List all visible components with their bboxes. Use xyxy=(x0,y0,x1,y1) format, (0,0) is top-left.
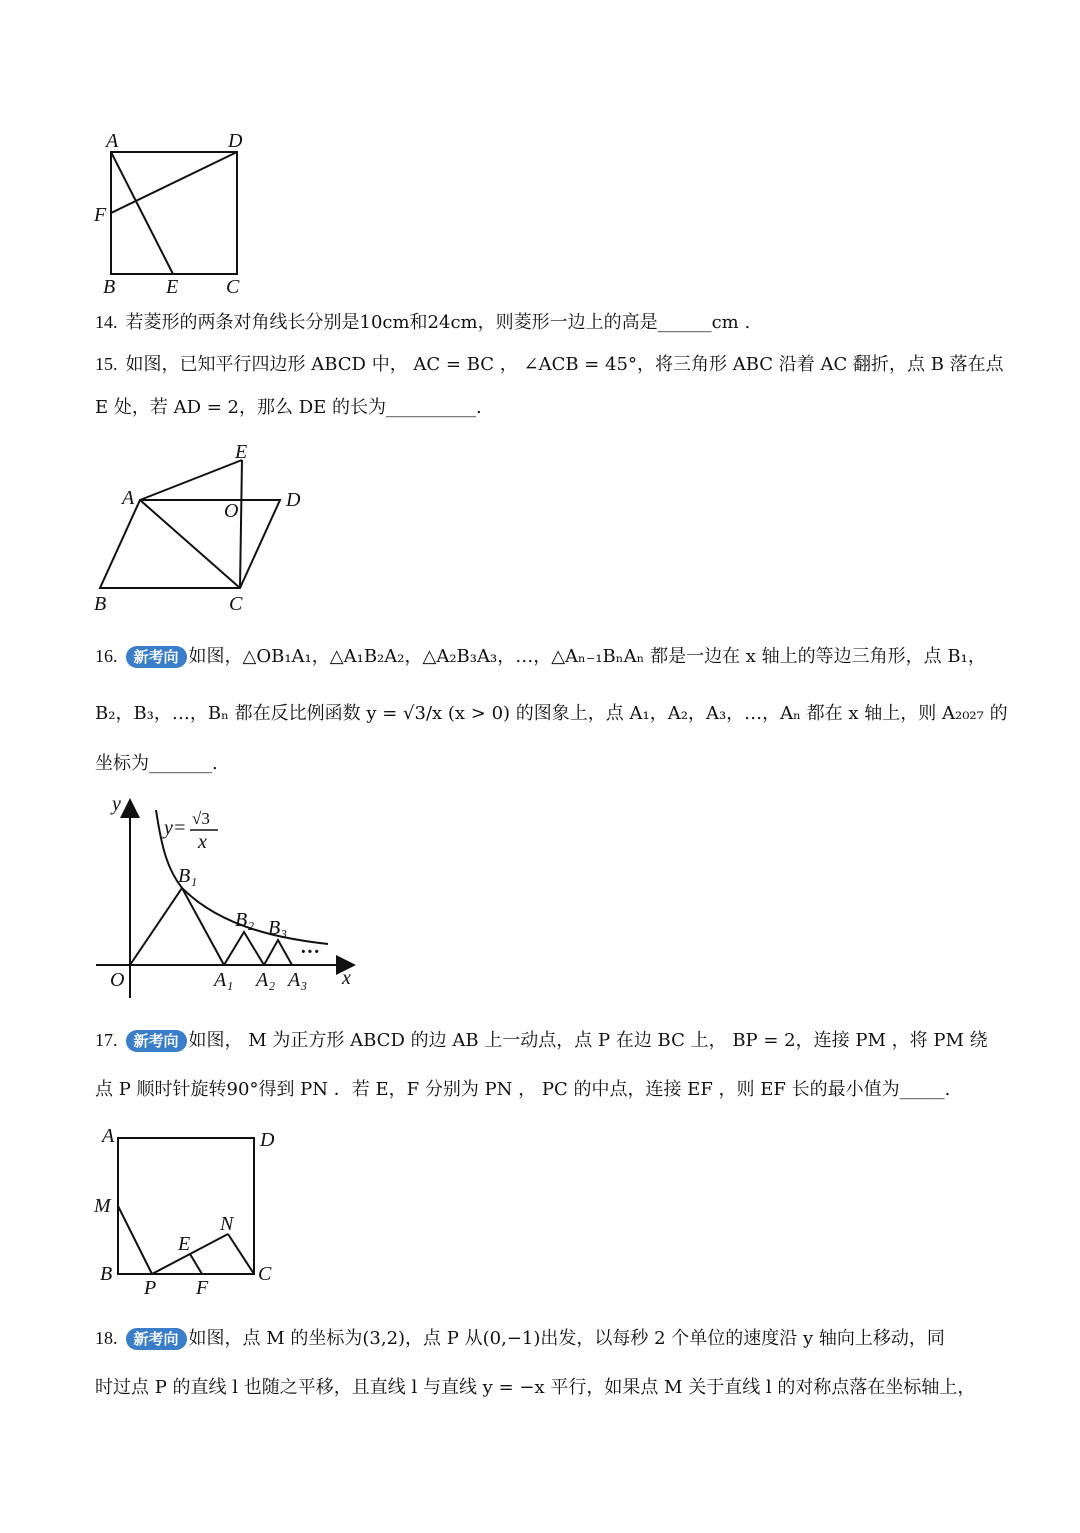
segment-ae xyxy=(111,152,173,274)
label-C: C xyxy=(258,1263,272,1285)
label-F: F xyxy=(94,204,107,226)
label-M: M xyxy=(94,1195,111,1217)
label-ellipsis: ··· xyxy=(300,941,321,963)
question-16-line3 xyxy=(95,752,990,776)
label-A: A xyxy=(122,487,135,509)
label-A: A xyxy=(106,130,119,152)
question-17-line2 xyxy=(95,1078,990,1102)
label-A2: A₂ xyxy=(256,969,276,991)
label-D: D xyxy=(286,489,301,511)
label-A: A xyxy=(102,1125,115,1147)
question-16-line1 xyxy=(95,644,990,669)
question-15-line2 xyxy=(95,396,990,420)
question-text: 如图，△OB₁A₁，△A₁B₂A₂，△A₂B₃A₃，…，△Aₙ₋₁BₙAₙ 都是一边在 x 轴上的等边三角形，点 B₁， xyxy=(188,646,986,667)
label-O: O xyxy=(224,500,239,522)
question-text: 如图， M 为正方形 ABCD 的边 AB 上一动点，点 P 在边 BC 上， BP = 2，连接 PM ，将 PM 绕 xyxy=(188,1030,988,1051)
new-trend-badge: 新考向 xyxy=(126,1328,187,1350)
question-16-line2 xyxy=(95,702,1008,726)
label-P: P xyxy=(144,1277,157,1299)
segment-nc xyxy=(228,1234,254,1274)
question-text: E 处，若 AD = 2，那么 DE 的长为__________. xyxy=(95,397,482,418)
square-abcd xyxy=(111,152,237,274)
label-E: E xyxy=(235,441,248,463)
question-text: 若菱形的两条对角线长分别是10cm和24cm，则菱形一边上的高是______cm . xyxy=(125,312,751,333)
label-D: D xyxy=(228,130,243,152)
label-C: C xyxy=(229,593,243,615)
triangle-a1b2a2 xyxy=(224,932,264,965)
label-F: F xyxy=(196,1277,209,1299)
question-17-line1 xyxy=(95,1028,990,1053)
question-number: 15. xyxy=(95,354,118,374)
question-text: 时过点 P 的直线 l 也随之平移，且直线 l 与直线 y = −x 平行，如果点 M 关于直线 l 的对称点落在坐标轴上， xyxy=(95,1377,976,1398)
question-text: 点 P 顺时针旋转90°得到 PN ．若 E，F 分别为 PN ， PC 的中点，连接 EF ，则 EF 长的最小值为_____. xyxy=(95,1079,951,1100)
label-C: C xyxy=(226,276,240,298)
label-B: B xyxy=(94,593,107,615)
question-number: 16. xyxy=(95,646,118,666)
label-B: B xyxy=(103,276,116,298)
question-text: B₂，B₃，…，Bₙ 都在反比例函数 y = √3/x (x > 0) 的图象上，点 A₁，A₂，A₃，…，Aₙ 都在 x 轴上，则 A₂₀₂₇ 的 xyxy=(95,703,1008,724)
label-E: E xyxy=(178,1233,191,1255)
question-number: 18. xyxy=(95,1328,118,1348)
figure-reciprocal-graph xyxy=(90,790,370,1005)
label-A1: A₁ xyxy=(214,969,234,991)
function-denominator: x xyxy=(198,831,207,853)
label-N: N xyxy=(220,1213,234,1235)
label-O: O xyxy=(110,969,125,991)
segment-ef xyxy=(190,1254,202,1274)
triangle-ob1a1 xyxy=(130,888,224,965)
triangle-a2b3a3 xyxy=(264,940,292,965)
label-x-axis: x xyxy=(342,967,351,989)
question-number: 17. xyxy=(95,1030,118,1050)
question-14 xyxy=(95,310,990,335)
question-15-line1 xyxy=(95,352,1004,377)
segment-fd xyxy=(111,152,237,213)
question-text: 如图，点 M 的坐标为(3,2)，点 P 从(0,−1)出发，以每秒 2 个单位的速度沿 y 轴向上移动，同 xyxy=(188,1328,945,1349)
new-trend-badge: 新考向 xyxy=(126,646,187,668)
segment-ec xyxy=(240,460,242,588)
figure-square-rotation xyxy=(90,1122,290,1302)
label-B1: B₁ xyxy=(178,865,198,887)
label-B3: B₃ xyxy=(268,917,288,939)
segment-mp xyxy=(118,1206,152,1274)
figure-square-afd xyxy=(90,128,260,298)
label-B: B xyxy=(100,1263,113,1285)
label-A3: A₃ xyxy=(288,969,308,991)
question-text: 如图，已知平行四边形 ABCD 中， AC = BC ， ∠ACB = 45°，将三角形 ABC 沿着 AC 翻折，点 B 落在点 xyxy=(125,354,1004,375)
figure-parallelogram xyxy=(90,438,320,618)
label-E: E xyxy=(166,276,179,298)
new-trend-badge: 新考向 xyxy=(126,1030,187,1052)
function-numerator: √3 xyxy=(192,809,210,828)
question-18-line1 xyxy=(95,1326,990,1351)
question-number: 14. xyxy=(95,312,118,332)
question-18-line2 xyxy=(95,1376,990,1400)
function-label: y= xyxy=(164,817,187,839)
label-D: D xyxy=(260,1129,275,1151)
label-B2: B₂ xyxy=(235,909,255,931)
segment-ae xyxy=(140,460,242,500)
label-y-axis: y xyxy=(112,793,121,815)
question-text: 坐标为_______. xyxy=(95,753,218,774)
